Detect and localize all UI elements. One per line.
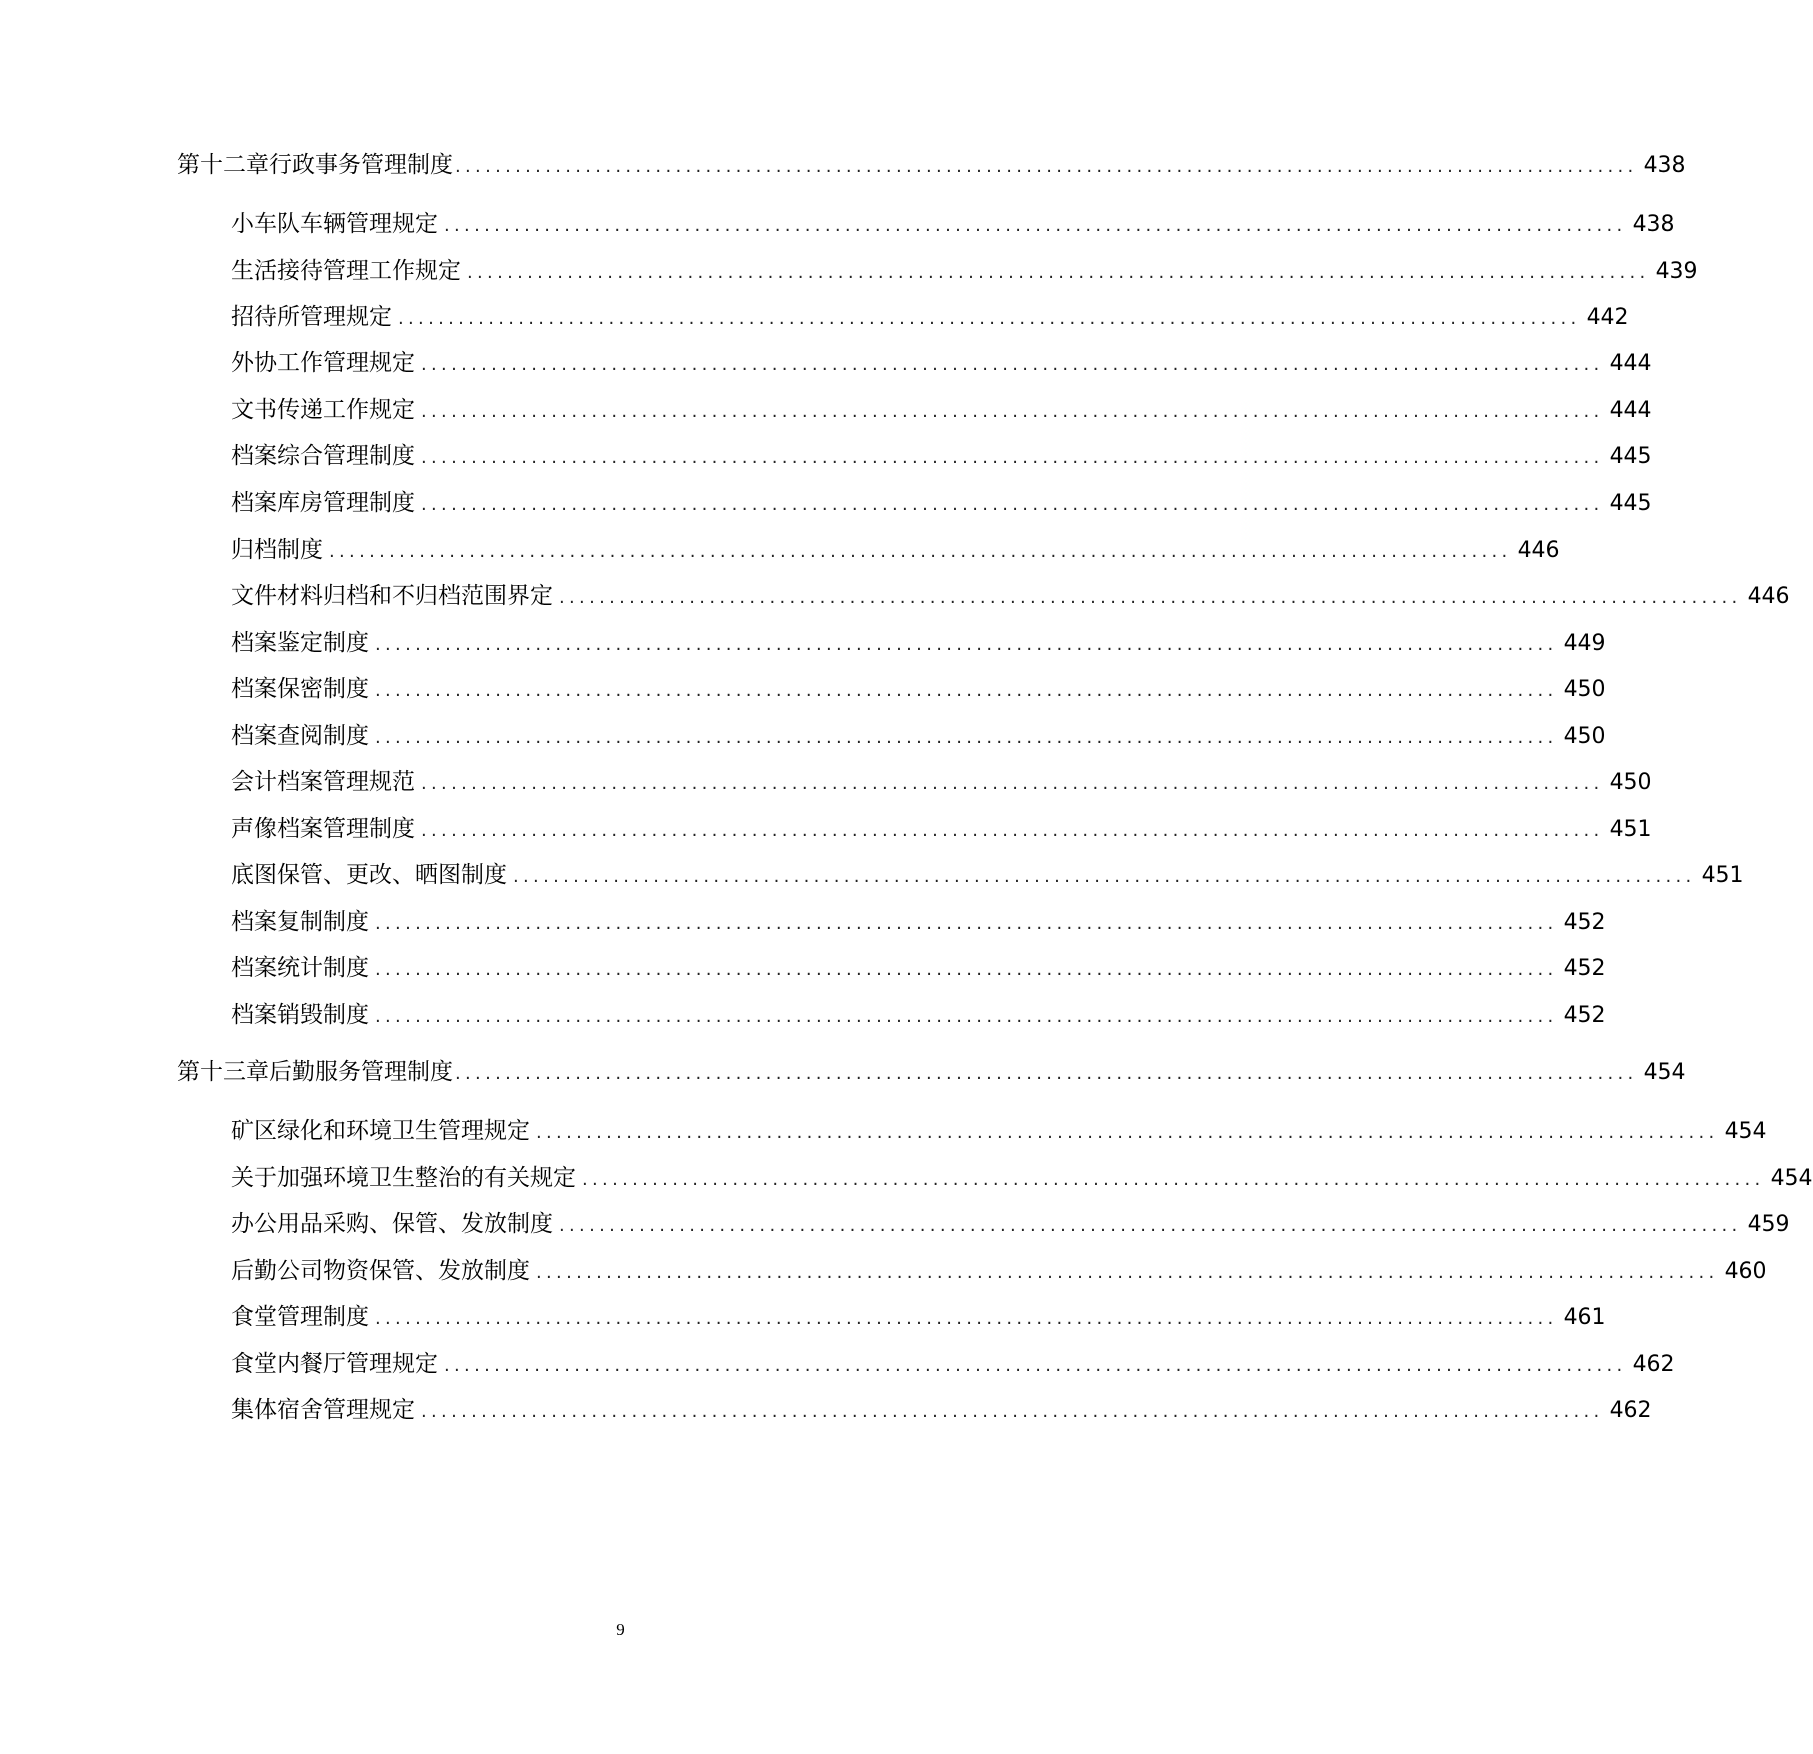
entry-page-number: 454 xyxy=(1724,1119,1767,1144)
entry-page-number: 462 xyxy=(1632,1352,1675,1377)
entry-title: 底图保管、更改、晒图制度 xyxy=(231,862,507,888)
entry-title: 档案复制制度 xyxy=(231,909,369,935)
dot-leader: ...................................................................................................................... xyxy=(421,447,1604,468)
toc-entry[interactable] xyxy=(231,531,1560,564)
toc-entry[interactable] xyxy=(231,1205,1790,1238)
toc-chapter-heading[interactable] xyxy=(177,1053,1686,1086)
chapter-page-number: 454 xyxy=(1643,1060,1686,1085)
entry-title: 归档制度 xyxy=(231,537,323,563)
dot-leader: ...................................................................................................................... xyxy=(444,215,1627,236)
entry-page-number: 459 xyxy=(1747,1212,1790,1237)
entry-page-number: 452 xyxy=(1563,910,1606,935)
dot-leader: ...................................................................................................................... xyxy=(375,1308,1558,1329)
entry-title: 档案查阅制度 xyxy=(231,723,369,749)
dot-leader: ...................................................................................................................... xyxy=(467,262,1650,283)
toc-entry[interactable] xyxy=(231,1345,1675,1378)
entry-title: 关于加强环境卫生整治的有关规定 xyxy=(231,1165,576,1191)
entry-page-number: 461 xyxy=(1563,1305,1606,1330)
toc-entry[interactable] xyxy=(231,344,1652,377)
toc-entry[interactable] xyxy=(231,391,1652,424)
toc-entry[interactable] xyxy=(231,252,1698,285)
toc-entry[interactable] xyxy=(231,205,1675,238)
entry-page-number: 446 xyxy=(1747,584,1790,609)
toc-entry[interactable] xyxy=(231,1252,1767,1285)
chapter-title: 行政事务管理制度 xyxy=(269,152,453,178)
entry-page-number: 451 xyxy=(1609,817,1652,842)
entry-title: 档案保密制度 xyxy=(231,676,369,702)
dot-leader: ...................................................................................................................... xyxy=(559,1215,1742,1236)
toc-entry[interactable] xyxy=(231,903,1606,936)
entry-title: 会计档案管理规范 xyxy=(231,769,415,795)
entry-page-number: 445 xyxy=(1609,491,1652,516)
entry-title: 档案销毁制度 xyxy=(231,1002,369,1028)
entry-title: 招待所管理规定 xyxy=(231,304,392,330)
toc-entry[interactable] xyxy=(231,810,1652,843)
dot-leader: ...................................................................................................................... xyxy=(421,401,1604,422)
entry-title: 食堂管理制度 xyxy=(231,1304,369,1330)
entry-title: 档案统计制度 xyxy=(231,955,369,981)
chapter-page-number: 438 xyxy=(1643,153,1686,178)
entry-page-number: 439 xyxy=(1655,259,1698,284)
toc-entry[interactable] xyxy=(231,763,1652,796)
entry-title: 集体宿舍管理规定 xyxy=(231,1397,415,1423)
entry-title: 文书传递工作规定 xyxy=(231,397,415,423)
toc-entry[interactable] xyxy=(231,298,1629,331)
entry-title: 外协工作管理规定 xyxy=(231,350,415,376)
dot-leader: ...................................................................................................................... xyxy=(398,308,1581,329)
toc-entry[interactable] xyxy=(231,1159,1813,1192)
entry-title: 矿区绿化和环境卫生管理规定 xyxy=(231,1118,530,1144)
entry-title: 生活接待管理工作规定 xyxy=(231,258,461,284)
entry-title: 食堂内餐厅管理规定 xyxy=(231,1351,438,1377)
dot-leader: ...................................................................................................................... xyxy=(375,634,1558,655)
toc-entry[interactable] xyxy=(231,1391,1652,1424)
toc-entry[interactable] xyxy=(231,437,1652,470)
entry-title: 后勤公司物资保管、发放制度 xyxy=(231,1258,530,1284)
entry-page-number: 462 xyxy=(1609,1398,1652,1423)
entry-page-number: 454 xyxy=(1770,1166,1813,1191)
dot-leader: ...................................................................................................................... xyxy=(375,959,1558,980)
dot-leader: ...................................................................................................................... xyxy=(455,156,1638,177)
dot-leader: ...................................................................................................................... xyxy=(513,866,1696,887)
dot-leader: ...................................................................................................................... xyxy=(421,354,1604,375)
entry-page-number: 446 xyxy=(1517,538,1560,563)
page-number: 9 xyxy=(616,1620,625,1639)
dot-leader: ...................................................................................................................... xyxy=(536,1262,1719,1283)
entry-page-number: 445 xyxy=(1609,444,1652,469)
entry-title: 声像档案管理制度 xyxy=(231,816,415,842)
entry-page-number: 450 xyxy=(1609,770,1652,795)
dot-leader: ...................................................................................................................... xyxy=(375,680,1558,701)
dot-leader: ...................................................................................................................... xyxy=(444,1355,1627,1376)
chapter-title: 后勤服务管理制度 xyxy=(269,1059,453,1085)
toc-chapter-heading[interactable] xyxy=(177,146,1686,179)
entry-page-number: 444 xyxy=(1609,351,1652,376)
entry-page-number: 460 xyxy=(1724,1259,1767,1284)
entry-page-number: 450 xyxy=(1563,724,1606,749)
chapter-number: 第十三章 xyxy=(177,1059,269,1085)
dot-leader: ...................................................................................................................... xyxy=(375,1006,1558,1027)
entry-title: 档案鉴定制度 xyxy=(231,630,369,656)
entry-title: 小车队车辆管理规定 xyxy=(231,211,438,237)
entry-page-number: 438 xyxy=(1632,212,1675,237)
dot-leader: ...................................................................................................................... xyxy=(375,727,1558,748)
toc-entry[interactable] xyxy=(231,577,1790,610)
dot-leader: ...................................................................................................................... xyxy=(421,773,1604,794)
entry-page-number: 450 xyxy=(1563,677,1606,702)
entry-title: 办公用品采购、保管、发放制度 xyxy=(231,1211,553,1237)
entry-title: 档案库房管理制度 xyxy=(231,490,415,516)
entry-title: 档案综合管理制度 xyxy=(231,443,415,469)
toc-entry[interactable] xyxy=(231,949,1606,982)
toc-entry[interactable] xyxy=(231,670,1606,703)
toc-entry[interactable] xyxy=(231,996,1606,1029)
toc-entry[interactable] xyxy=(231,484,1652,517)
dot-leader: ...................................................................................................................... xyxy=(536,1122,1719,1143)
chapter-number: 第十二章 xyxy=(177,152,269,178)
entry-page-number: 444 xyxy=(1609,398,1652,423)
entry-page-number: 449 xyxy=(1563,631,1606,656)
dot-leader: ...................................................................................................................... xyxy=(421,1401,1604,1422)
entry-page-number: 451 xyxy=(1701,863,1744,888)
dot-leader: ...................................................................................................................... xyxy=(329,541,1512,562)
entry-page-number: 452 xyxy=(1563,1003,1606,1028)
dot-leader: ...................................................................................................................... xyxy=(421,820,1604,841)
entry-page-number: 442 xyxy=(1586,305,1629,330)
toc-entry[interactable] xyxy=(231,1112,1767,1145)
toc-entry[interactable] xyxy=(231,856,1744,889)
dot-leader: ...................................................................................................................... xyxy=(559,587,1742,608)
dot-leader: ...................................................................................................................... xyxy=(421,494,1604,515)
toc-entry[interactable] xyxy=(231,624,1606,657)
entry-page-number: 452 xyxy=(1563,956,1606,981)
entry-title: 文件材料归档和不归档范围界定 xyxy=(231,583,553,609)
dot-leader: ...................................................................................................................... xyxy=(375,913,1558,934)
dot-leader: ...................................................................................................................... xyxy=(455,1063,1638,1084)
toc-entry[interactable] xyxy=(231,1298,1606,1331)
dot-leader: ...................................................................................................................... xyxy=(582,1169,1765,1190)
toc-entry[interactable] xyxy=(231,717,1606,750)
